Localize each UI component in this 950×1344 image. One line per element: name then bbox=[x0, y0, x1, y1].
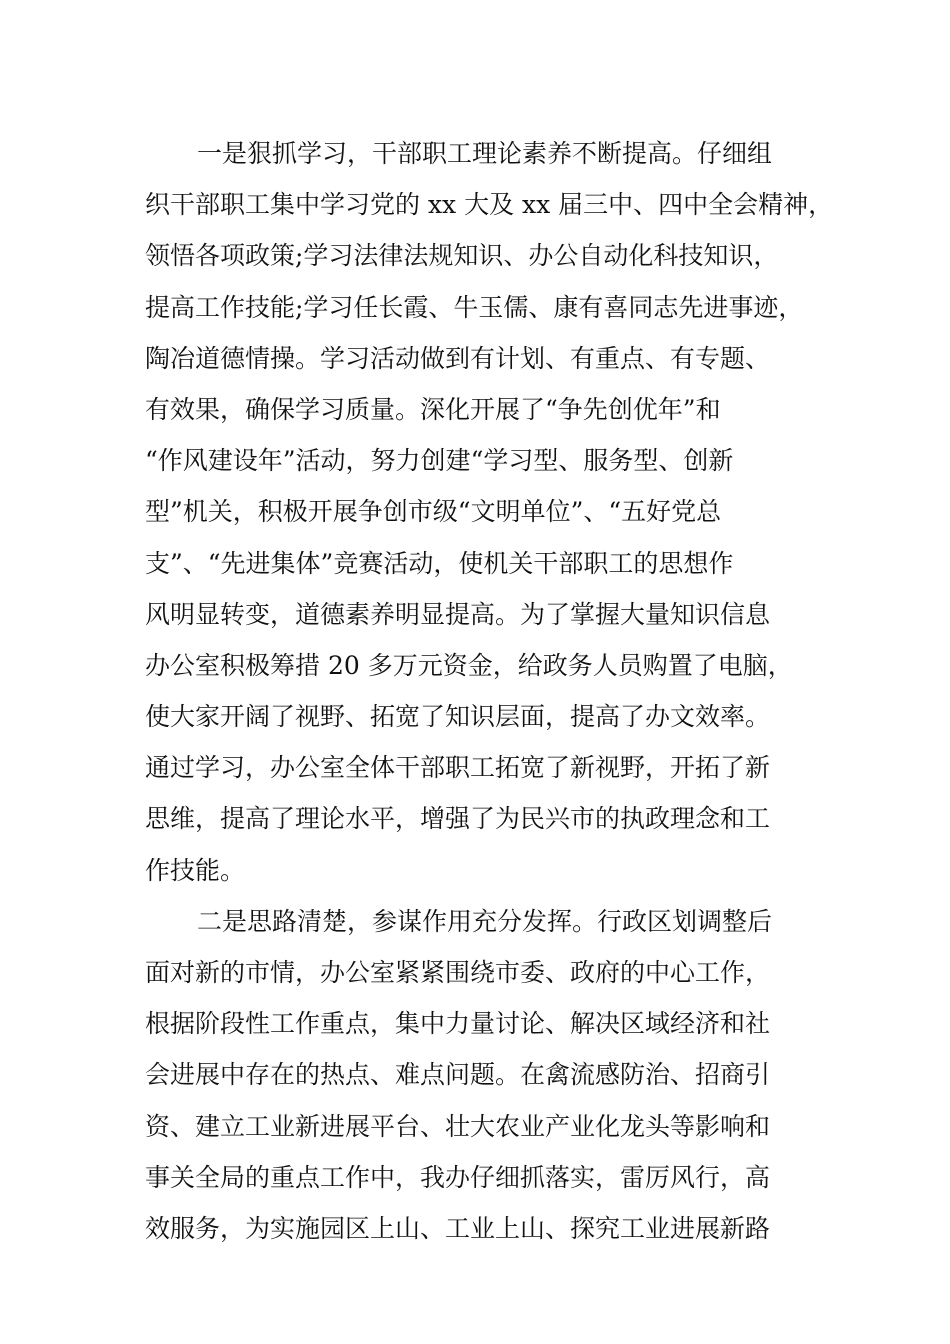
text-line: 使大家开阔了视野、拓宽了知识层面，提高了办文效率。 bbox=[145, 702, 771, 732]
document-body bbox=[145, 128, 834, 1254]
text-line: 织干部职工集中学习党的 xx 大及 xx 届三中、四中全会精神， bbox=[145, 190, 834, 220]
text-line: 效服务，为实施园区上山、工业上山、探究工业进展新路 bbox=[145, 1213, 771, 1243]
text-line: “作风建设年”活动，努力创建“学习型、服务型、创新 bbox=[145, 446, 734, 476]
text-line: 根据阶段性工作重点，集中力量讨论、解决区域经济和社 bbox=[145, 1009, 771, 1039]
text-line: 二是思路清楚，参谋作用充分发挥。行政区划调整后 bbox=[197, 906, 773, 936]
paragraph-1 bbox=[145, 128, 834, 896]
text-line: 思维，提高了理论水平，增强了为民兴市的执政理念和工 bbox=[145, 804, 771, 834]
text-line: 办公室积极筹措 20 多万元资金，给政务人员购置了电脑， bbox=[145, 650, 793, 680]
text-line: 事关全局的重点工作中，我办仔细抓落实，雷厉风行，高 bbox=[145, 1162, 771, 1192]
text-line: 面对新的市情，办公室紧紧围绕市委、政府的中心工作， bbox=[145, 958, 771, 987]
text-line: 支”、“先进集体”竞赛活动，使机关干部职工的思想作 bbox=[145, 548, 734, 578]
text-line: 资、建立工业新进展平台、壮大农业产业化龙头等影响和 bbox=[145, 1111, 771, 1141]
text-line: 领悟各项政策;学习法律法规知识、办公自动化科技知识， bbox=[145, 241, 779, 271]
paragraph-2 bbox=[145, 896, 815, 1254]
text-line: 陶冶道德情操。学习活动做到有计划、有重点、有专题、 bbox=[145, 343, 771, 373]
text-line: 通过学习，办公室全体干部职工拓宽了新视野，开拓了新 bbox=[145, 753, 771, 783]
text-line: 有效果，确保学习质量。深化开展了“争先创优年”和 bbox=[145, 394, 721, 424]
text-line: 提高工作技能;学习任长霞、牛玉儒、康有喜同志先进事迹， bbox=[145, 292, 804, 322]
text-line: 会进展中存在的热点、难点问题。在禽流感防治、招商引 bbox=[145, 1060, 771, 1090]
text-line: 作技能。 bbox=[145, 855, 246, 885]
text-line: 一是狠抓学习，干部职工理论素养不断提高。仔细组 bbox=[197, 139, 773, 168]
text-line: 型”机关，积极开展争创市级“文明单位”、“五好党总 bbox=[145, 497, 722, 527]
text-line: 风明显转变，道德素养明显提高。为了掌握大量知识信息 bbox=[145, 599, 771, 629]
